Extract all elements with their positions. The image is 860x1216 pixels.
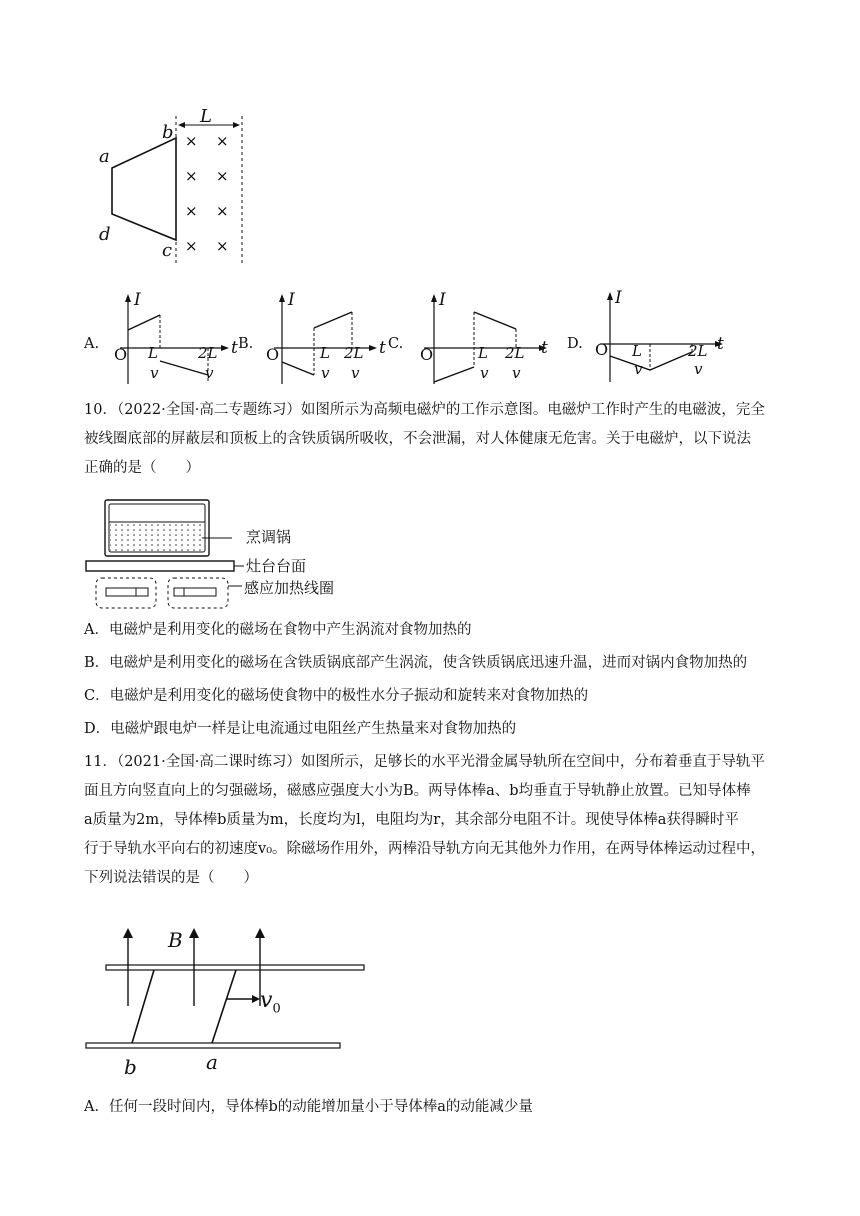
option-letter: D. — [567, 336, 583, 352]
option-a: A．任何一段时间内，导体棒b的动能增加量小于导体棒a的动能减少量 — [84, 1099, 533, 1115]
tick-v: v — [512, 364, 521, 382]
axis-t: t — [231, 338, 238, 358]
origin: O — [114, 345, 128, 364]
tick-v: v — [634, 360, 643, 378]
tick-L: L — [478, 344, 488, 362]
option-letter: B. — [238, 336, 254, 352]
axis-I: I — [134, 290, 141, 310]
field-cross: × — [216, 202, 229, 220]
stem-line: 10．（2022·全国·高二专题练习）如图所示为高频电磁炉的工作示意图。电磁炉工作时产生的电磁波，完全 — [84, 402, 765, 418]
option-letter: C. — [388, 336, 404, 352]
label-b: b — [162, 122, 174, 143]
field-cross: × — [216, 132, 229, 150]
label-rod-b: b — [124, 1055, 137, 1079]
field-cross: × — [185, 132, 198, 150]
label-a: a — [99, 146, 110, 167]
tick-2L: 2L — [688, 342, 708, 360]
label-coil: 感应加热线圈 — [244, 579, 335, 597]
axis-I: I — [439, 290, 446, 310]
graph-a — [108, 292, 238, 384]
origin: O — [420, 345, 434, 364]
loop-field-figure — [90, 108, 260, 268]
axis-t: t — [541, 338, 548, 358]
field-cross: × — [216, 167, 229, 185]
rails-figure — [84, 922, 374, 1062]
induction-cooker-figure — [84, 498, 254, 612]
stem-line: 行于导轨水平向右的初速度v₀。除磁场作用外，两棒沿导轨方向无其他外力作用，在两导体棒运动过程中， — [84, 841, 766, 857]
option-c: C．电磁炉是利用变化的磁场使食物中的极性水分子振动和旋转来对食物加热的 — [84, 688, 589, 704]
label-v0: $v_0$ — [260, 988, 281, 1017]
label-rod-a: a — [206, 1050, 218, 1074]
origin: O — [595, 340, 609, 359]
tick-L: L — [148, 344, 158, 362]
trapezoid-loop — [112, 138, 176, 240]
axis-I: I — [615, 288, 622, 308]
axis-t: t — [717, 334, 724, 354]
option-d: D．电磁炉跟电炉一样是让电流通过电阻丝产生热量来对食物加热的 — [84, 721, 517, 737]
stem-line: 下列说法错误的是（ ） — [84, 870, 258, 886]
field-cross: × — [185, 202, 198, 220]
axis-I: I — [288, 290, 295, 310]
stem-line: 被线圈底部的屏蔽层和顶板上的含铁质锅所吸收，不会泄漏，对人体健康无危害。关于电磁炉，以下说法 — [84, 431, 751, 447]
origin: O — [266, 345, 280, 364]
tick-2L: 2L — [344, 344, 364, 362]
stem-line: a质量为2m，导体棒b质量为m，长度均为l，电阻均为r，其余部分电阻不计。现使导体棒a获得瞬时平 — [84, 812, 739, 828]
field-cross: × — [185, 167, 198, 185]
stem-line: 正确的是（ ） — [84, 460, 200, 476]
tick-2L: 2L — [198, 344, 218, 362]
option-b: B．电磁炉是利用变化的磁场在含铁质锅底部产生涡流，使含铁质锅底迅速升温，进而对锅内食物加热的 — [84, 655, 748, 671]
tick-L: L — [320, 344, 330, 362]
field-cross: × — [216, 237, 229, 255]
label-pot: 烹调锅 — [246, 528, 292, 546]
tick-L: L — [632, 342, 642, 360]
stem-line: 11．（2021·全国·高二课时练习）如图所示，足够长的水平光滑金属导轨所在空间中，分布着垂直于导轨平 — [84, 754, 765, 770]
label-B: B — [168, 928, 183, 952]
label-d: d — [99, 224, 111, 245]
field-cross: × — [185, 237, 198, 255]
question-10-stem — [84, 396, 784, 483]
label-L: L — [200, 106, 212, 127]
tick-v: v — [480, 364, 489, 382]
option-a: A．电磁炉是利用变化的磁场在食物中产生涡流对食物加热的 — [84, 622, 472, 638]
label-stovetop: 灶台台面 — [246, 557, 307, 575]
tick-2L: 2L — [505, 344, 525, 362]
option-letter: A. — [84, 336, 100, 352]
tick-v: v — [205, 364, 214, 382]
axis-t: t — [379, 338, 386, 358]
graph-d — [588, 290, 733, 382]
stem-line: 面且方向竖直向上的匀强磁场，磁感应强度大小为B。两导体棒a、b均垂直于导轨静止放置。已知导体棒 — [84, 783, 751, 799]
tick-v: v — [351, 364, 360, 382]
label-c: c — [162, 240, 173, 261]
tick-v: v — [150, 364, 159, 382]
tick-v: v — [694, 360, 703, 378]
question-11-stem — [84, 748, 784, 893]
tick-v: v — [321, 364, 330, 382]
